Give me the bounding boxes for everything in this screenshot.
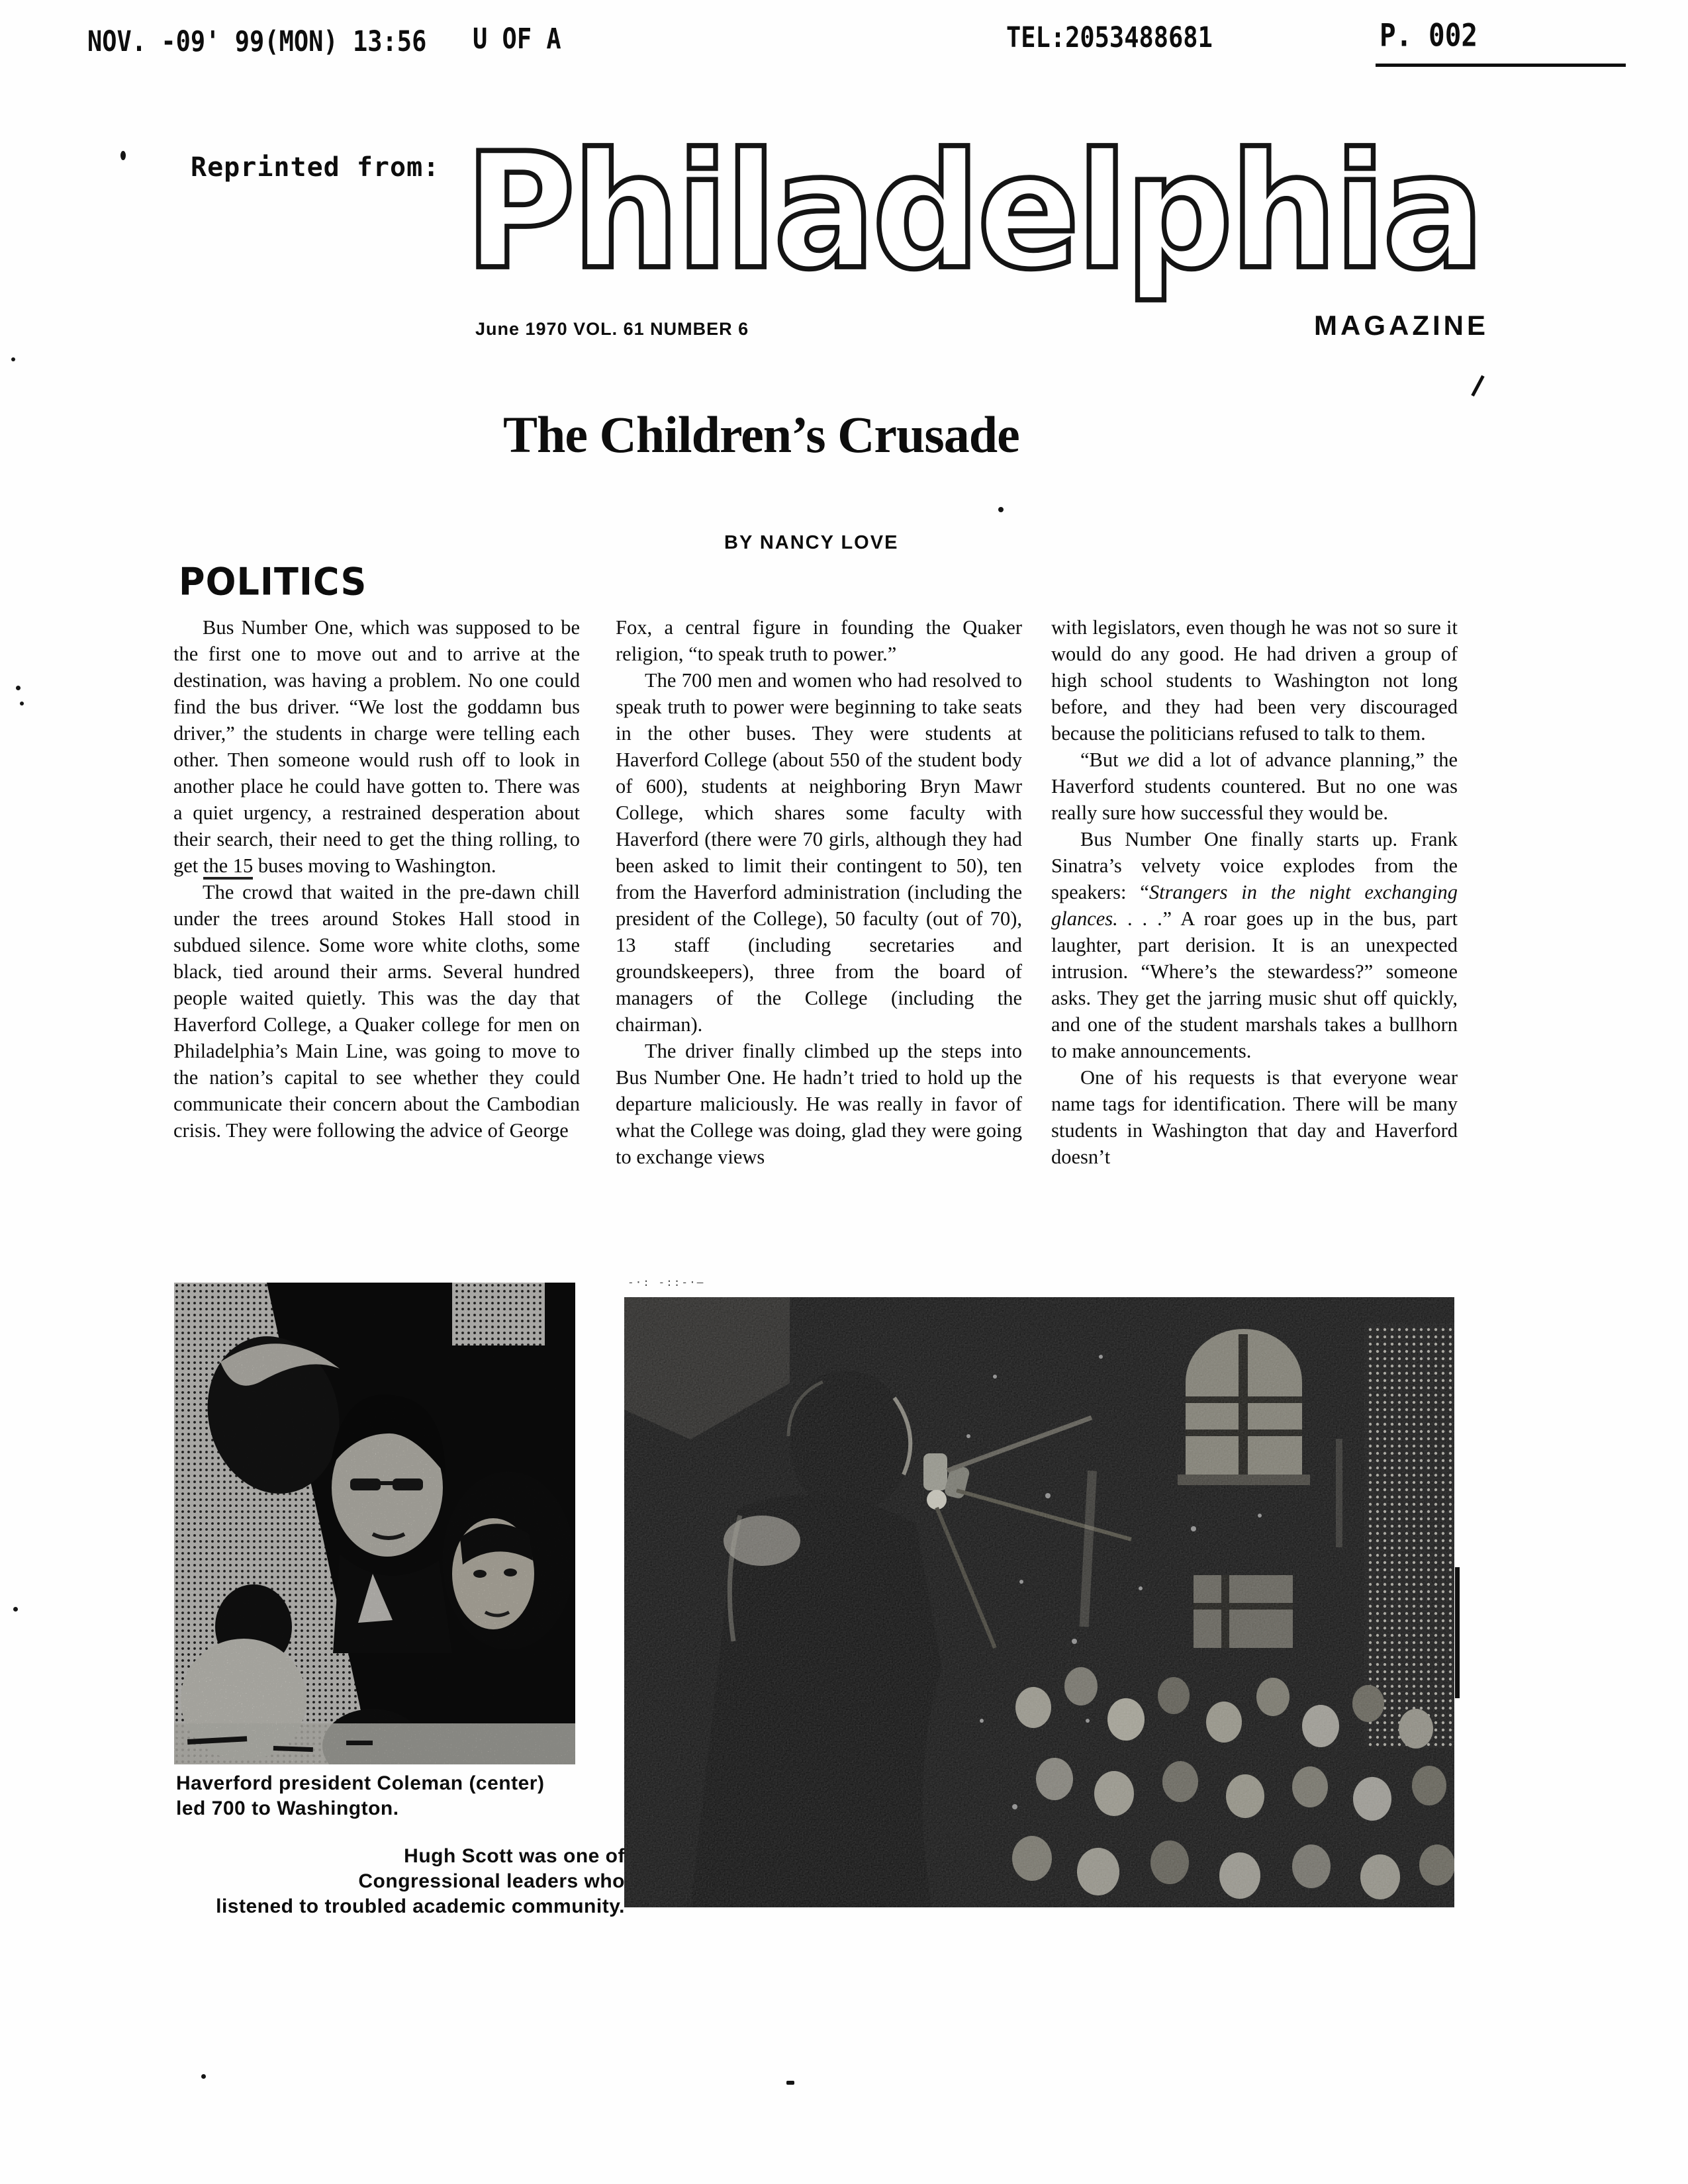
- paragraph-text: “But: [1080, 749, 1127, 771]
- page-number-underline: [1376, 64, 1626, 67]
- paragraph-text: did a lot of advance planning,” the Haverford students countered. But no one was really sure how successful they would be.: [1051, 749, 1458, 824]
- paragraph-text: buses moving to Washington.: [253, 854, 496, 877]
- body-paragraph: The driver finally climbed up the steps into Bus Number One. He hadn’t tried to hold up the departure maliciously. He was really in favor of what the College was doing, glad they were going to exchange views: [616, 1040, 1022, 1168]
- photo-upturned-faces: [174, 1283, 575, 1764]
- scan-noise-dot: [201, 2074, 206, 2079]
- section-label-politics: POLITICS: [179, 560, 367, 604]
- scan-noise-dash: [786, 2081, 794, 2085]
- article-title: The Children’s Crusade: [503, 406, 1019, 463]
- caption-line: led 700 to Washington.: [176, 1797, 399, 1819]
- paragraph-text: Bus Number One finally starts up. Frank Sinatra’s velvety voice explodes from the speakers: “: [1051, 828, 1458, 903]
- magazine-label: MAGAZINE: [1314, 310, 1489, 341]
- body-paragraph: [1051, 826, 1458, 1064]
- article-byline: BY NANCY LOVE: [724, 532, 899, 553]
- body-paragraph: The 700 men and women who had resolved to speak truth to power were beginning to take seats in the other buses. They were students at Haverford College (about 550 of the student body of 600), students at neighboring Bryn Mawr College, which shares some faculty with Haverford (there were 70 girls, although they had been asked to limit their contingent to 50), ten from the Haverford administration (including the president of the College), 50 faculty (out of 70), 13 staff (including secretaries and groundskeepers), three from the board of managers of the College (including the chairman).: [616, 669, 1022, 1036]
- paragraph-text: Bus Number One, which was supposed to be the first one to move out and to arrive at the destination, was having a problem. No one could find the bus driver. “We lost the goddamn bus driver,” the students in charge were telling each other. Then someone would rush off to look in another place he could have gotten to. There was a quiet urgency, a restrained desperation about their search, their need to get the thing rolling, to get: [173, 616, 580, 877]
- caption-line: Hugh Scott was one of: [404, 1845, 625, 1867]
- reprinted-from-label: Reprinted from:: [191, 152, 440, 183]
- photo-speaker-at-microphones: [624, 1297, 1454, 1907]
- body-paragraph: with legislators, even though he was not so sure it would do any good. He had driven a group of high school students to Washington not long before, and they had been very discouraged because the politicians refused to talk to them.: [1051, 616, 1458, 745]
- body-paragraph: [173, 614, 580, 879]
- scan-noise-slash: [1471, 375, 1484, 396]
- caption-line: listened to troubled academic community.: [216, 1895, 625, 1917]
- paragraph-text: ” A roar goes up in the bus, part laughter, part derision. It is an unexpected intrusion. “Where’s the stewardess?” someone asks. They get the jarring music shut off quickly, and one of the student marshals takes a bullhorn to make announcements.: [1051, 907, 1458, 1062]
- scan-noise-dot: [998, 507, 1004, 512]
- scan-noise-dot: [16, 686, 21, 690]
- fax-datetime: NOV. -09' 99(MON) 13:56: [87, 25, 427, 58]
- body-paragraph: Fox, a central figure in founding the Quaker religion, “to speak truth to power.”: [616, 616, 1022, 665]
- caption-photo1: [176, 1771, 586, 1821]
- body-column-1: [173, 614, 580, 1144]
- scan-noise-dot: [20, 702, 24, 705]
- italic-song-lyric: Strangers in the night exchanging glances. . . .: [1051, 881, 1458, 930]
- body-paragraph: The crowd that waited in the pre-dawn chill under the trees around Stokes Hall stood in subdued silence. Some wore white cloths, some black, tied around their arms. Several hundred people waited quietly. This was the day that Haverford College, a Quaker college for men on Philadelphia’s Main Line, was going to move to the nation’s capital to see whether they could communicate their concern about the Cambodian crisis. They were following the advice of George: [173, 881, 580, 1142]
- scan-noise-dot: [11, 357, 15, 361]
- caption-line: Congressional leaders who: [358, 1870, 625, 1892]
- fax-page-number: P. 002: [1380, 17, 1478, 54]
- issue-line: June 1970 VOL. 61 NUMBER 6: [475, 319, 749, 339]
- fax-tel: TEL:2053488681: [1006, 21, 1213, 54]
- caption-photo2: [185, 1844, 625, 1919]
- body-column-3: [1051, 614, 1458, 1170]
- scan-noise-dot: [13, 1607, 18, 1612]
- scan-noise-smudge: -·: -::-·—: [628, 1276, 705, 1289]
- italic-phrase: we: [1127, 749, 1150, 771]
- fax-sender: U OF A: [473, 23, 561, 56]
- body-column-2: [616, 614, 1022, 1170]
- philadelphia-logo: Philadelphia: [465, 119, 1481, 305]
- underlined-phrase: the 15: [203, 854, 253, 880]
- body-paragraph: One of his requests is that everyone wear name tags for identification. There will be many students in Washington that day and Haverford doesn’t: [1051, 1066, 1458, 1168]
- scan-noise-mark: [120, 151, 126, 160]
- body-paragraph: [1051, 747, 1458, 826]
- scan-noise-vertical-line: [1455, 1567, 1460, 1698]
- caption-line: Haverford president Coleman (center): [176, 1772, 545, 1794]
